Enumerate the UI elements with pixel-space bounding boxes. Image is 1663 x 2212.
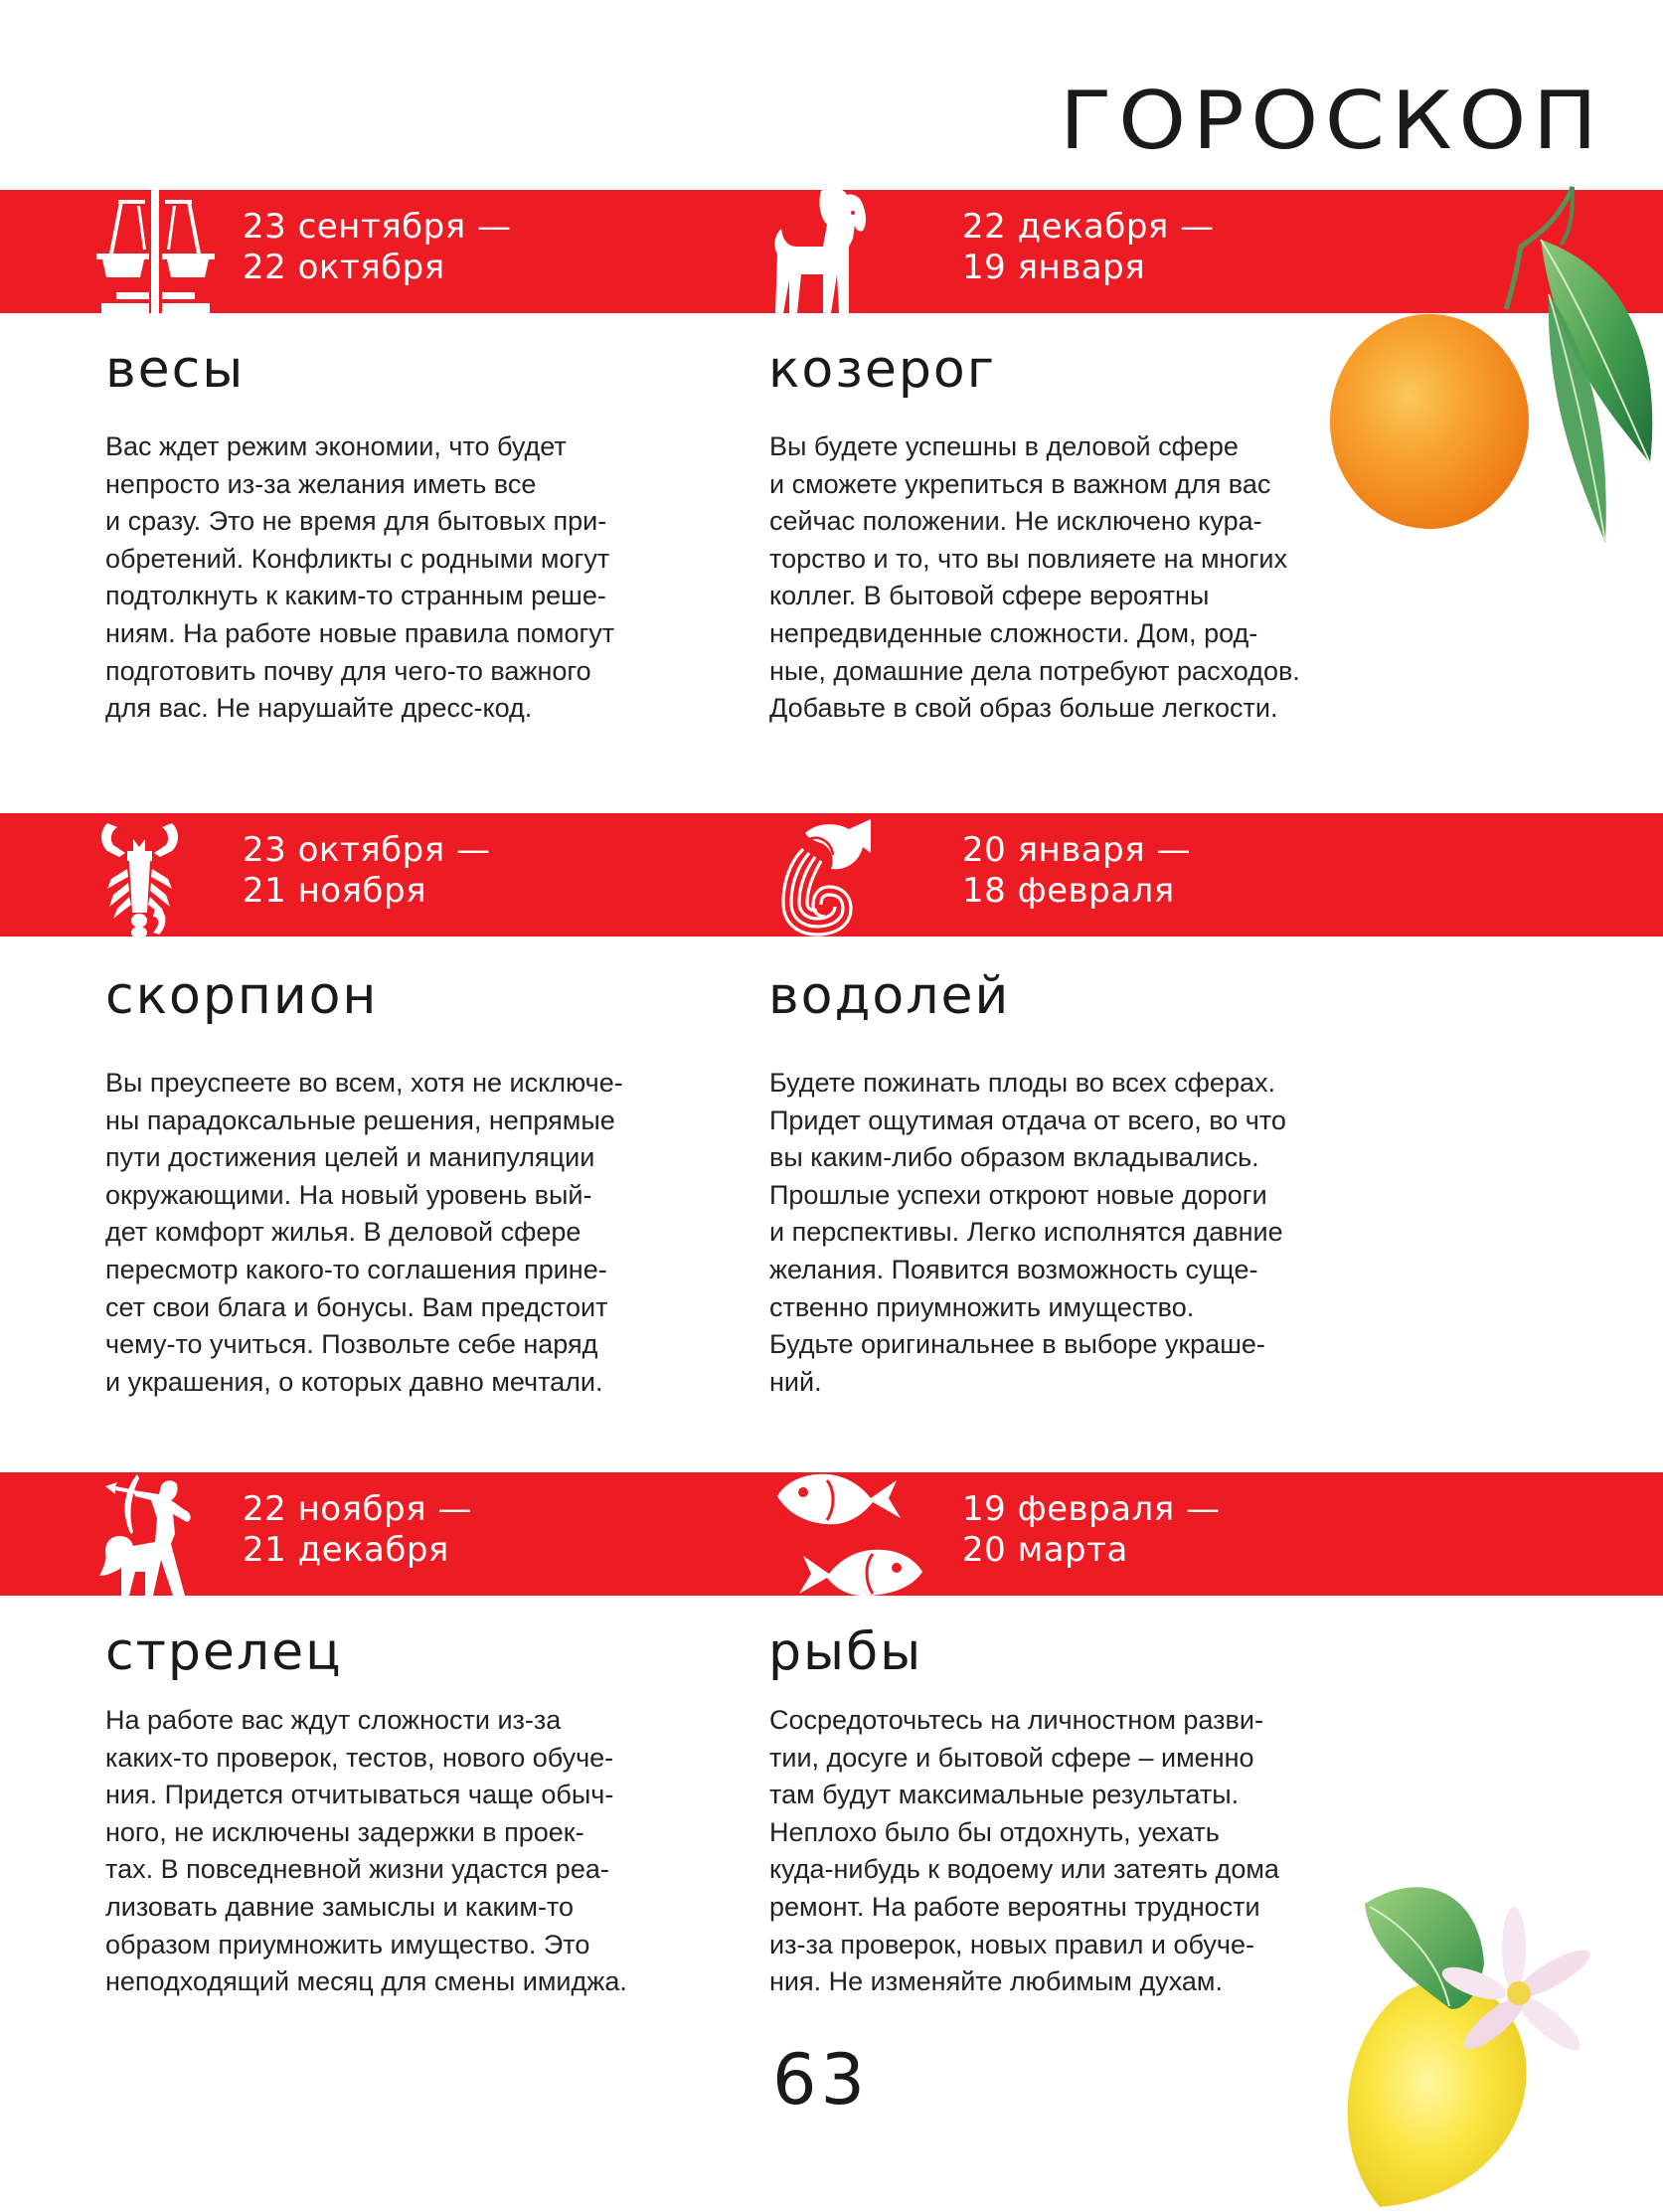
- text-line: Придет ощутимая отдача от всего, во что: [769, 1105, 1286, 1135]
- date-end: 21 ноября: [243, 871, 427, 911]
- sagittarius-archer-icon: [91, 1472, 203, 1596]
- forecast-text-capricorn: [769, 428, 1366, 728]
- text-line: Вы преуспеете во всем, хотя не исключе-: [105, 1068, 623, 1098]
- date-end: 19 января: [962, 248, 1146, 287]
- text-line: пути достижения целей и манипуляции: [105, 1142, 595, 1173]
- capricorn-goat-icon: [771, 185, 881, 313]
- page-title: ГОРОСКОП: [1060, 75, 1604, 167]
- text-line: Будете пожинать плоды во всех сферах.: [769, 1068, 1275, 1098]
- libra-scales-icon: [94, 190, 219, 313]
- date-start: 22 ноября —: [243, 1489, 472, 1529]
- date-range-capricorn: [962, 207, 1215, 288]
- date-end: 21 декабря: [243, 1530, 449, 1570]
- sign-name-aquarius: водолей: [768, 966, 1011, 1026]
- text-line: каких-то проверок, тестов, нового обуче-: [105, 1742, 614, 1773]
- text-line: обретений. Конфликты с родными могут: [105, 543, 610, 574]
- text-line: Вы будете успешны в деловой сфере: [769, 431, 1239, 461]
- text-line: лизовать давние замыслы и каким-то: [105, 1891, 575, 1922]
- text-line: Неплохо было бы отдохнуть, уехать: [769, 1816, 1220, 1847]
- text-line: ного, не исключены задержки в проек-: [105, 1816, 584, 1847]
- forecast-text-aquarius: [769, 1065, 1366, 1401]
- text-line: ственно приумножить имущество.: [769, 1291, 1195, 1322]
- text-line: тах. В повседневной жизни удастся реа-: [105, 1854, 609, 1885]
- text-line: ниям. На работе новые правила помогут: [105, 617, 615, 648]
- text-line: желания. Появится возможность суще-: [769, 1254, 1258, 1284]
- text-line: тии, досуге и бытовой сфере – именно: [769, 1742, 1254, 1773]
- text-line: ний.: [769, 1366, 822, 1397]
- date-range-pisces: [962, 1489, 1221, 1571]
- pisces-fish-icon: [777, 1472, 926, 1596]
- sign-name-libra: весы: [105, 340, 246, 400]
- text-line: вы каким-либо образом вкладывались.: [769, 1142, 1259, 1173]
- text-line: чему-то учиться. Позвольте себе наряд: [105, 1329, 598, 1360]
- forecast-text-sagittarius: [105, 1702, 702, 2001]
- scorpio-scorpion-icon: [97, 813, 182, 936]
- text-line: ремонт. На работе вероятны трудности: [769, 1891, 1260, 1922]
- text-line: там будут максимальные результаты.: [769, 1780, 1240, 1810]
- forecast-text-libra: [105, 428, 702, 728]
- text-line: пересмотр какого-то соглашения прине-: [105, 1254, 607, 1284]
- text-line: ны парадоксальные решения, непрямые: [105, 1105, 615, 1135]
- text-line: Вас ждет режим экономии, что будет: [105, 431, 567, 461]
- text-line: из-за проверок, новых правил и обуче-: [769, 1929, 1254, 1959]
- text-line: ные, домашние дела потребуют расходов.: [769, 655, 1300, 686]
- text-line: подготовить почву для чего-то важного: [105, 655, 591, 686]
- text-line: неподходящий месяц для смены имиджа.: [105, 1966, 627, 1997]
- date-start: 20 января —: [962, 830, 1191, 870]
- text-line: торство и то, что вы повлияете на многих: [769, 543, 1287, 574]
- text-line: дет комфорт жилья. В деловой сфере: [105, 1217, 582, 1248]
- aquarius-water-jug-icon: [775, 813, 885, 936]
- date-start: 23 октября —: [243, 830, 491, 870]
- text-line: непросто из-за желания иметь все: [105, 468, 537, 499]
- sign-name-sagittarius: стрелец: [105, 1622, 343, 1682]
- forecast-text-scorpio: [105, 1065, 702, 1401]
- sign-name-pisces: рыбы: [768, 1622, 923, 1682]
- date-start: 23 сентября —: [243, 207, 512, 247]
- date-range-sagittarius: [243, 1489, 472, 1571]
- text-line: образом приумножить имущество. Это: [105, 1929, 590, 1959]
- date-range-scorpio: [243, 830, 490, 912]
- date-range-aquarius: [962, 830, 1191, 912]
- sign-name-scorpio: скорпион: [105, 966, 379, 1026]
- text-line: непредвиденные сложности. Дом, род-: [769, 617, 1258, 648]
- text-line: Добавьте в свой образ больше легкости.: [769, 693, 1278, 724]
- text-line: ния. Придется отчитываться чаще обыч-: [105, 1780, 614, 1810]
- text-line: Прошлые успехи откроют новые дороги: [769, 1179, 1267, 1210]
- text-line: Будьте оригинальнее в выборе украше-: [769, 1329, 1265, 1360]
- text-line: куда-нибудь к водоему или затеять дома: [769, 1854, 1279, 1885]
- date-start: 19 февраля —: [962, 1489, 1221, 1529]
- date-end: 20 марта: [962, 1530, 1128, 1570]
- text-line: Сосредоточьтесь на личностном разви-: [769, 1705, 1263, 1735]
- text-line: коллег. В бытовой сфере вероятны: [769, 581, 1210, 611]
- text-line: подтолкнуть к каким-то странным реше-: [105, 581, 606, 611]
- text-line: сейчас положении. Не исключено кура-: [769, 506, 1262, 537]
- text-line: ния. Не изменяйте любимым духам.: [769, 1966, 1223, 1997]
- text-line: и перспективы. Легко исполнятся давние: [769, 1217, 1283, 1248]
- text-line: окружающими. На новый уровень вый-: [105, 1179, 592, 1210]
- text-line: сет свои блага и бонусы. Вам предстоит: [105, 1291, 608, 1322]
- forecast-text-pisces: [769, 1702, 1366, 2001]
- text-line: для вас. Не нарушайте дресс-код.: [105, 693, 533, 724]
- sign-name-capricorn: козерог: [768, 340, 997, 400]
- date-end: 22 октября: [243, 248, 445, 287]
- text-line: и сразу. Это не время для бытовых при-: [105, 506, 607, 537]
- text-line: и украшения, о которых давно мечтали.: [105, 1366, 603, 1397]
- date-start: 22 декабря —: [962, 207, 1215, 247]
- date-end: 18 февраля: [962, 871, 1175, 911]
- page-number: 63: [772, 2039, 870, 2121]
- date-range-libra: [243, 207, 511, 288]
- text-line: На работе вас ждут сложности из-за: [105, 1705, 562, 1735]
- text-line: и сможете укрепиться в важном для вас: [769, 468, 1271, 499]
